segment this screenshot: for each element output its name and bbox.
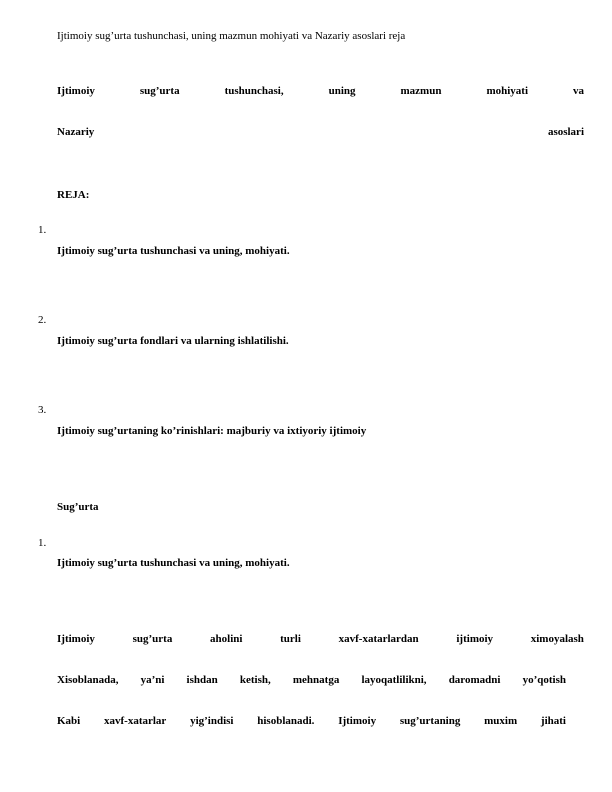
para-word: Ijtimoiy: [57, 633, 95, 645]
para-word: mehnatga: [292, 674, 340, 686]
paragraph-line-3: [57, 715, 566, 728]
para-word: daromadni: [448, 674, 501, 686]
para-word: turli: [280, 633, 301, 645]
list-item-continuation: Sug’urta: [57, 501, 99, 513]
item-number: 3.: [38, 404, 47, 416]
para-word: jihati: [540, 715, 566, 727]
para-word: sug’urtaning: [399, 715, 461, 727]
para-word: xavf-xatarlar: [104, 715, 167, 727]
title-word: asoslari: [547, 126, 584, 138]
para-word: layoqatlilikni,: [361, 674, 427, 686]
paragraph-line-1: [57, 633, 584, 646]
para-word: hisoblanadi.: [257, 715, 315, 727]
para-word: ishdan: [186, 674, 218, 686]
title-word: tushunchasi,: [224, 85, 284, 97]
list-item: Ijtimoiy sug’urta fondlari va ularning ishlatilishi.: [57, 335, 289, 347]
title-word: mazmun: [400, 85, 442, 97]
para-word: ya’ni: [140, 674, 165, 686]
section-number: 1.: [38, 537, 47, 549]
paragraph-line-2: [57, 674, 566, 687]
para-word: xavf-xatarlardan: [338, 633, 419, 645]
para-word: muxim: [484, 715, 518, 727]
para-word: Ijtimoiy: [338, 715, 377, 727]
para-word: ketish,: [239, 674, 271, 686]
document-header: Ijtimoiy sug’urta tushunchasi, uning mazmun mohiyati va Nazariy asoslari reja: [57, 30, 406, 42]
section-heading: Ijtimoiy sug’urta tushunchasi va uning, mohiyati.: [57, 557, 290, 569]
list-item: Ijtimoiy sug’urta tushunchasi va uning, mohiyati.: [57, 245, 290, 257]
title-word: Ijtimoiy: [57, 85, 95, 97]
para-word: yo’qotish: [522, 674, 566, 686]
title-word: Nazariy: [57, 126, 95, 138]
title-word: uning: [328, 85, 356, 97]
para-word: sug’urta: [132, 633, 173, 645]
item-number: 2.: [38, 314, 47, 326]
title-line-1: [57, 85, 584, 98]
para-word: ximoyalash: [530, 633, 584, 645]
title-line-2: [57, 126, 584, 139]
para-word: aholini: [210, 633, 243, 645]
para-word: ijtimoiy: [456, 633, 494, 645]
title-word: sug’urta: [139, 85, 180, 97]
para-word: yig’indisi: [190, 715, 234, 727]
para-word: Kabi: [57, 715, 81, 727]
title-word: mohiyati: [486, 85, 528, 97]
title-word: va: [572, 85, 584, 97]
reja-heading: REJA:: [57, 189, 90, 201]
item-number: 1.: [38, 224, 47, 236]
para-word: Xisoblanada,: [57, 674, 119, 686]
list-item: Ijtimoiy sug’urtaning ko’rinishlari: majburiy va ixtiyoriy ijtimoiy: [57, 425, 367, 437]
